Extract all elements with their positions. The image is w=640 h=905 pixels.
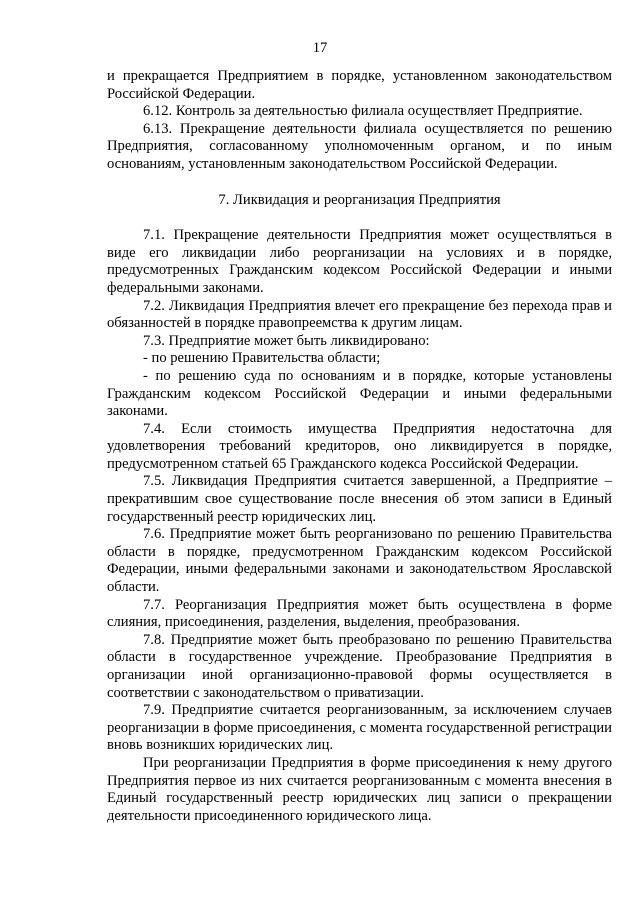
- paragraph: 6.13. Прекращение деятельности филиала осуществляется по решению Предприятия, согласованному уполномоченным органом, и по иным основаниям, установленным законодательством Российской Федерации.: [107, 120, 612, 172]
- paragraph: - по решению Правительства области;: [143, 350, 381, 367]
- paragraph: - по решению суда по основаниям и в порядке, которые установлены Гражданским кодексом Российской Федерации и иными федеральными законами.: [107, 367, 612, 420]
- paragraph: 7.8. Предприятие может быть преобразовано по решению Правительства области в государственное учреждение. Преобразование Предприятия в организации иной организационно-правовой формы осуществляется в соответствии с законодательством о приватизации.: [107, 631, 612, 701]
- paragraph: 7.1. Прекращение деятельности Предприятия может осуществляться в виде его ликвидации либо реорганизации на условиях и в порядке, предусмотренных Гражданским кодексом Российской Федерации и иными федеральными законами.: [107, 227, 612, 296]
- document-body: [107, 68, 612, 825]
- page-number: 17: [312, 40, 328, 56]
- paragraph: При реорганизации Предприятия в форме присоединения к нему другого Предприятия первое из них считается реорганизованным с момента внесения в Единый государственный реестр юридических лиц записи о прекращении деятельности присоединенного юридического лица.: [107, 754, 612, 824]
- paragraph: 7.9. Предприятие считается реорганизованным, за исключением случаев реорганизации в форме присоединения, с момента государственной регистрации вновь возникших юридических лиц.: [107, 702, 612, 754]
- paragraph: 7.4. Если стоимость имущества Предприятия недостаточна для удовлетворения требований кредиторов, оно ликвидируется в порядке, предусмотренном статьей 65 Гражданского кодекса Российской Федерации.: [107, 420, 612, 472]
- paragraph: 7.7. Реорганизация Предприятия может быть осуществлена в форме слияния, присоединения, разделения, выделения, преобразования.: [107, 596, 612, 631]
- paragraph: 7.3. Предприятие может быть ликвидировано:: [143, 332, 430, 349]
- paragraph: и прекращается Предприятием в порядке, установленном законодательством Российской Федерации.: [107, 68, 612, 102]
- paragraph: 7.6. Предприятие может быть реорганизовано по решению Правительства области в порядке, предусмотренном Гражданским кодексом Российской Федерации, иными федеральными законами и законодательством Ярославской области.: [107, 526, 612, 596]
- paragraph: 7.5. Ликвидация Предприятия считается завершенной, а Предприятие – прекратившим свое существование после внесения об этом записи в Единый государственный реестр юридических лиц.: [107, 473, 612, 525]
- paragraphs-before-section: [107, 68, 612, 174]
- paragraphs-after-section: [107, 227, 612, 825]
- paragraph: 6.12. Контроль за деятельностью филиала осуществляет Предприятие.: [143, 103, 583, 120]
- paragraph: 7.2. Ликвидация Предприятия влечет его прекращение без перехода прав и обязанностей в порядке правопреемства к другим лицам.: [107, 297, 612, 332]
- section-heading: 7. Ликвидация и реорганизация Предприятия: [218, 191, 501, 208]
